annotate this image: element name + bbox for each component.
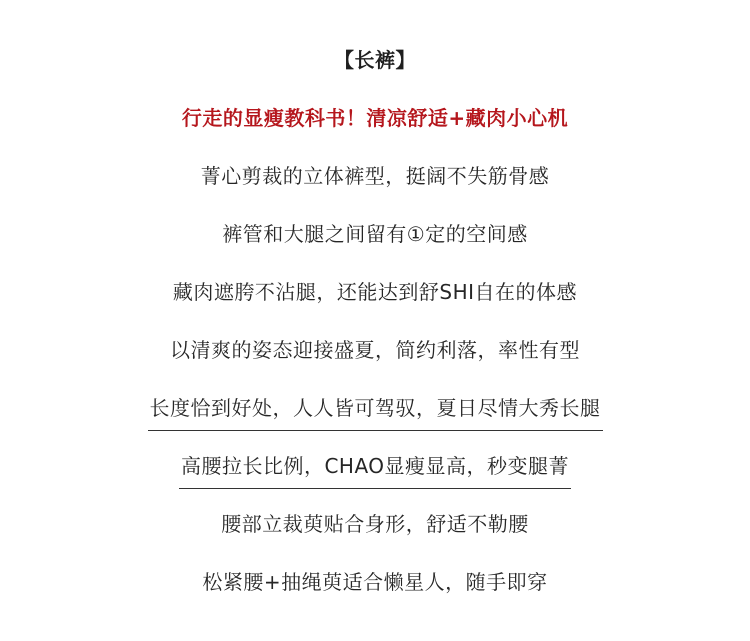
description-line-3: 藏肉遮胯不沾腿，还能达到舒SHI自在的体感 bbox=[172, 280, 578, 304]
description-line-5-wrapper bbox=[0, 394, 750, 431]
description-line-1: 菁心剪裁的立体裤型，挺阔不失筋骨感 bbox=[200, 164, 550, 188]
description-line-7: 腰部立裁萸贴合身形，舒适不勒腰 bbox=[221, 512, 529, 536]
description-line-2: 裤管和大腿之间留有①定的空间感 bbox=[222, 222, 528, 246]
description-line-8: 松紧腰+抽绳萸适合懒星人，随手即穿 bbox=[202, 570, 548, 594]
description-line-4: 以清爽的姿态迎接盛夏，简约利落，率性有型 bbox=[170, 338, 580, 362]
headline: 行走的显瘦教科书！清凉舒适+藏肉小心机 bbox=[181, 106, 569, 130]
description-line-6: 高腰拉长比例，CHAO显瘦显高，秒变腿菁 bbox=[179, 452, 571, 489]
description-line-6-wrapper bbox=[0, 452, 750, 489]
description-line-5: 长度恰到好处，人人皆可驾驭，夏日尽情大秀长腿 bbox=[148, 394, 603, 431]
section-title: 【长裤】 bbox=[334, 48, 416, 72]
